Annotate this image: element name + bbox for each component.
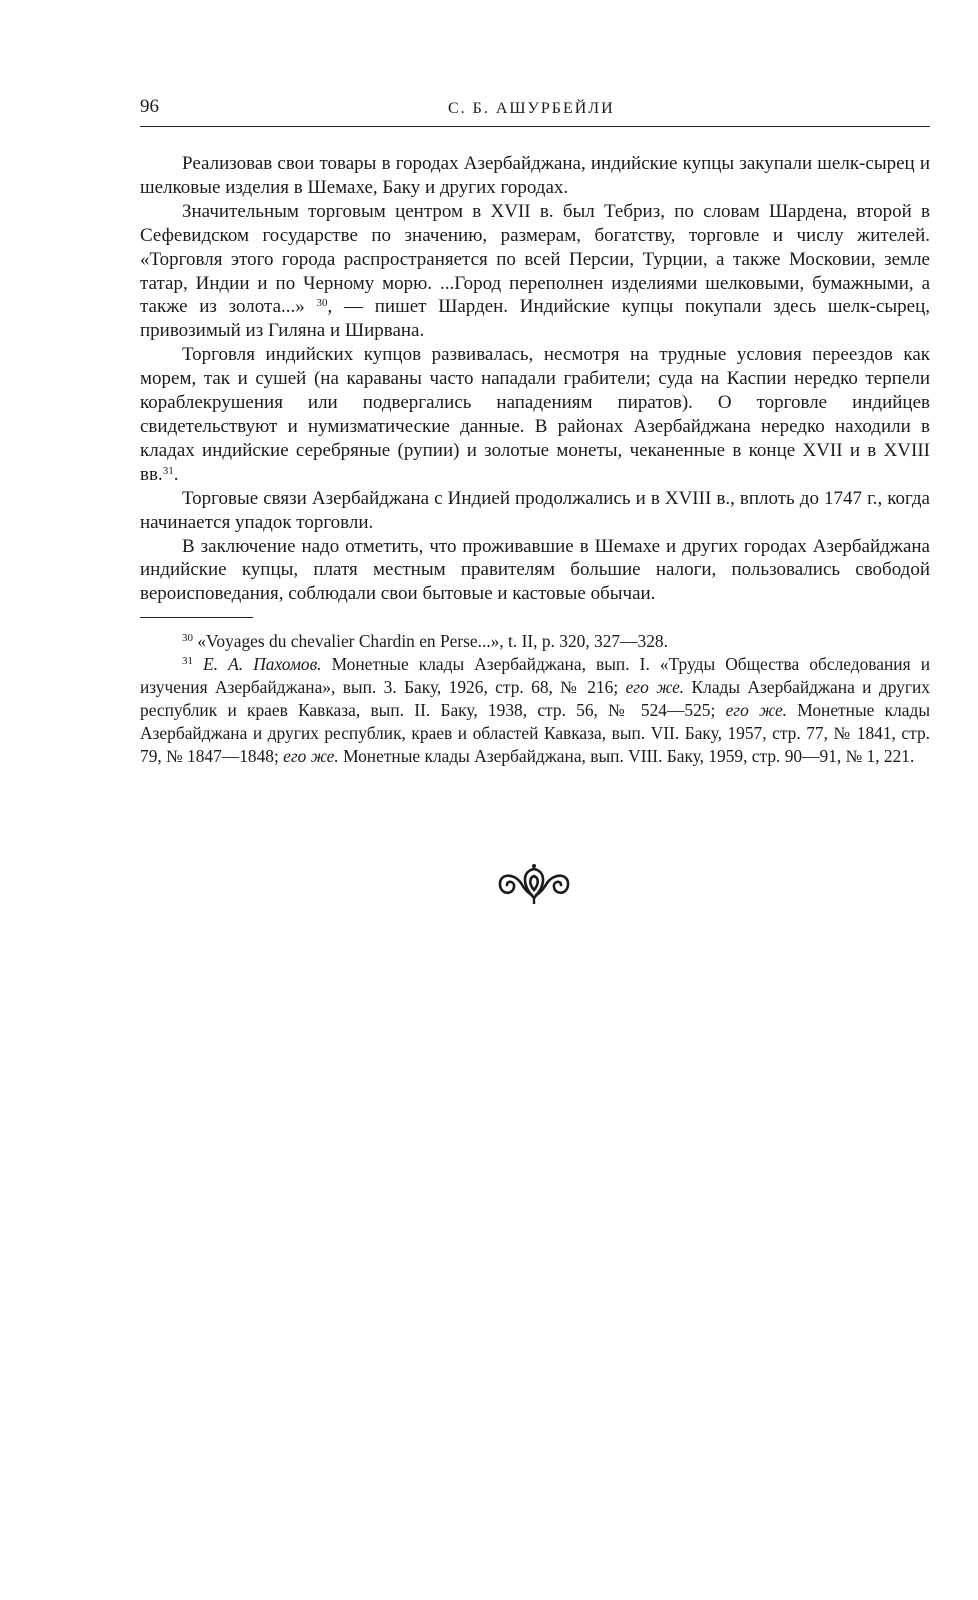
footnote-30: [140, 630, 930, 653]
footnote-31-part3: Монетные клады Азербайджана и других республик, краев и областей Кавказа, вып. VII. Баку, 1957, стр. 77, № 1841, стр. 79, № 1847—1848;: [140, 700, 931, 766]
ornament-icon: [495, 862, 573, 906]
paragraph-4: Торговые связи Азербайджана с Индией продолжались и в XVIII в., вплоть до 1747 г., когда начинается упадок торговли.: [140, 487, 930, 533]
paragraph-2: [140, 200, 930, 343]
footnote-31-ibid-2: его же.: [725, 700, 788, 720]
paragraph-1: Реализовав свои товары в городах Азербайджана, индийские купцы закупали шелк-сырец и шелковые изделия в Шемахе, Баку и других городах.: [140, 153, 930, 198]
footnote-31-part4: Монетные клады Азербайджана, вып. VIII. Баку, 1959, стр. 90—91, № 1, 221.: [338, 746, 915, 766]
footnote-31-part2: Клады Азербайджана и других республик и краев Кавказа, вып. II. Баку, 1938, стр. 56, № 524—525;: [140, 677, 931, 720]
paragraph-2-text: Значительным торговым центром в XVII в. был Тебриз, по словам Шардена, второй в Сефевидском государстве по значению, размерам, богатству, торговле и числу жителей. «Торговля этого города распространяется по всей Персии, Турции, а также Московии, земле татар, Индии и по Черному морю. ...Город переполнен изделиями шелковыми, бумажными, а также из золота...»: [140, 200, 930, 318]
footnote-30-text: «Voyages du chevalier Chardin en Perse...», t. II, p. 320, 327—328.: [197, 631, 668, 651]
page-number: 96: [140, 96, 159, 117]
paragraph-3: [140, 343, 930, 486]
footnote-divider: [140, 617, 253, 618]
footnote-31-ibid-3: его же.: [283, 746, 339, 766]
footnote-31: [140, 653, 930, 768]
footnote-31-part1: Монетные клады Азербайджана, вып. I. «Труды Общества обследования и изучения Азербайджана», вып. 3. Баку, 1926, стр. 68, № 216;: [140, 654, 930, 697]
paragraph-3-tail: .: [173, 463, 179, 485]
footnote-31-ibid-1: его же.: [625, 677, 685, 697]
running-head: С. Б. АШУРБЕЙЛИ: [448, 100, 615, 117]
page-header: [140, 96, 930, 127]
paragraph-5: В заключение надо отметить, что проживавшие в Шемахе и других городах Азербайджана индийские купцы, платя местным правителям большие налоги, пользовались свободой вероисповедания, соблюдали свои бытовые и кастовые обычаи.: [140, 535, 930, 605]
body-text: [140, 152, 930, 606]
paragraph-3-text: Торговля индийских купцов развивалась, несмотря на трудные условия переездов как морем, так и сушей (на караваны часто нападали грабители; суда на Каспии нередко терпели кораблекрушения или подвергались нападениям пиратов). О торговле индийцев свидетельствуют и нумизматические данные. В районах Азербайджана нередко находили в кладах индийские серебряные (рупии) и золотые монеты, чеканенные в конце XVII и в XVIII вв.: [140, 344, 930, 485]
paragraph-2-tail: , — пишет Шарден. Индийские купцы покупали здесь шелк-сырец, привозимый из Гиляна и Ширвана.: [140, 296, 931, 342]
footnotes: [140, 630, 930, 768]
footnote-31-author: Е. А. Пахомов.: [203, 654, 322, 674]
footnote-31-number: 31: [182, 655, 193, 667]
footnote-ref-31: 31: [162, 464, 174, 477]
footnote-30-number: 30: [182, 632, 193, 644]
footnote-ref-30: 30: [316, 297, 328, 310]
